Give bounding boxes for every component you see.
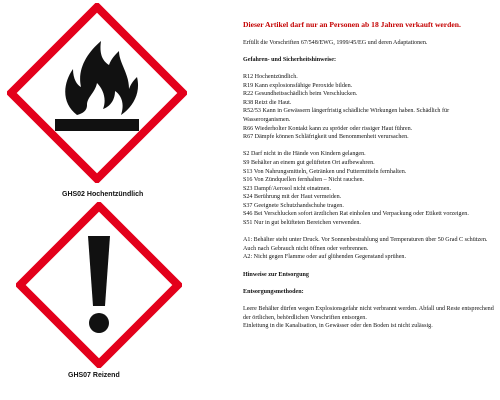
disposal-heading: Hinweise zur Entsorgung [243, 271, 309, 278]
flame-icon [7, 3, 187, 183]
disposal-text: Leere Behälter dürfen wegen Explosionsgefahr nicht verbrannt werden. Abfall und Reste entsprechend der örtlichen, behördlichen Vorschriften entsorgen. [243, 306, 494, 321]
a-phrase: A1: Behälter steht unter Druck. Vor Sonnenbestrahlung und Temperaturen über 50 Grad C schützen. Auch nach Gebrauch nicht öffnen oder verbrennen. [243, 237, 488, 252]
r-phrases [243, 73, 497, 142]
disposal-methods-heading: Entsorgungsmethoden: [243, 288, 304, 295]
exclamation-icon [16, 202, 182, 368]
compliance-text: Erfüllt die Vorschriften 67/548/EWG, 1999/45/EG und deren Adaptationen. [243, 39, 428, 46]
a-phrase: A2: Nicht gegen Flamme oder auf glühenden Gegenstand sprühen. [243, 254, 406, 261]
r-phrase: R19 Kann explosionsfähige Peroxide bilden. [243, 82, 353, 89]
ghs07-caption: GHS07 Reizend [68, 372, 120, 379]
s-phrase: S23 Dampf/Aerosol nicht einatmen. [243, 185, 332, 192]
s-phrase: S9 Behälter an einem gut gelüfteten Ort aufbewahren. [243, 159, 375, 166]
r-phrase: R12 Hochentzündlich. [243, 73, 298, 80]
r-phrase: R52/53 Kann in Gewässern längerfristig schädliche Wirkungen haben. Schädlich für Wasserorganismen. [243, 108, 450, 123]
ghs07-pictogram [16, 202, 182, 368]
s-phrases [243, 150, 497, 227]
r-phrase: R67 Dämpfe können Schläfrigkeit und Benommenheit verursachen. [243, 134, 409, 141]
s-phrase: S13 Von Nahrungsmitteln, Getränken und Futtermitteln fernhalten. [243, 168, 407, 175]
r-phrase: R66 Wiederholter Kontakt kann zu spröder oder rissiger Haut führen. [243, 125, 413, 132]
disposal-text: Einleitung in die Kanalisation, in Gewässer oder den Boden ist nicht zulässig. [243, 323, 433, 330]
safety-text [243, 20, 497, 331]
hazard-heading: Gefahren- und Sicherheitshinweise: [243, 56, 336, 63]
s-phrase: S51 Nur in gut belüfteten Bereichen verwenden. [243, 220, 361, 227]
ghs02-caption: GHS02 Hochentzündlich [62, 191, 144, 198]
a-phrases [243, 236, 497, 262]
ghs02-pictogram [7, 3, 187, 183]
age-notice: Dieser Artikel darf nur an Personen ab 18 Jahren verkauft werden. [243, 20, 461, 29]
s-phrase: S46 Bei Verschlucken sofort ärztlichen Rat einholen und Verpackung oder Etikett vorzeigen. [243, 211, 469, 218]
s-phrase: S37 Geeignete Schutzhandschuhe tragen. [243, 202, 344, 209]
r-phrase: R22 Gesundheitsschädlich beim Verschlucken. [243, 91, 358, 98]
pictogram-column [0, 0, 200, 400]
s-phrase: S16 Von Zündquellen fernhalten – Nicht rauchen. [243, 177, 365, 184]
s-phrase: S24 Berührung mit der Haut vermeiden. [243, 194, 342, 201]
s-phrase: S2 Darf nicht in die Hände von Kindern gelangen. [243, 151, 366, 158]
r-phrase: R38 Reizt die Haut. [243, 99, 292, 106]
